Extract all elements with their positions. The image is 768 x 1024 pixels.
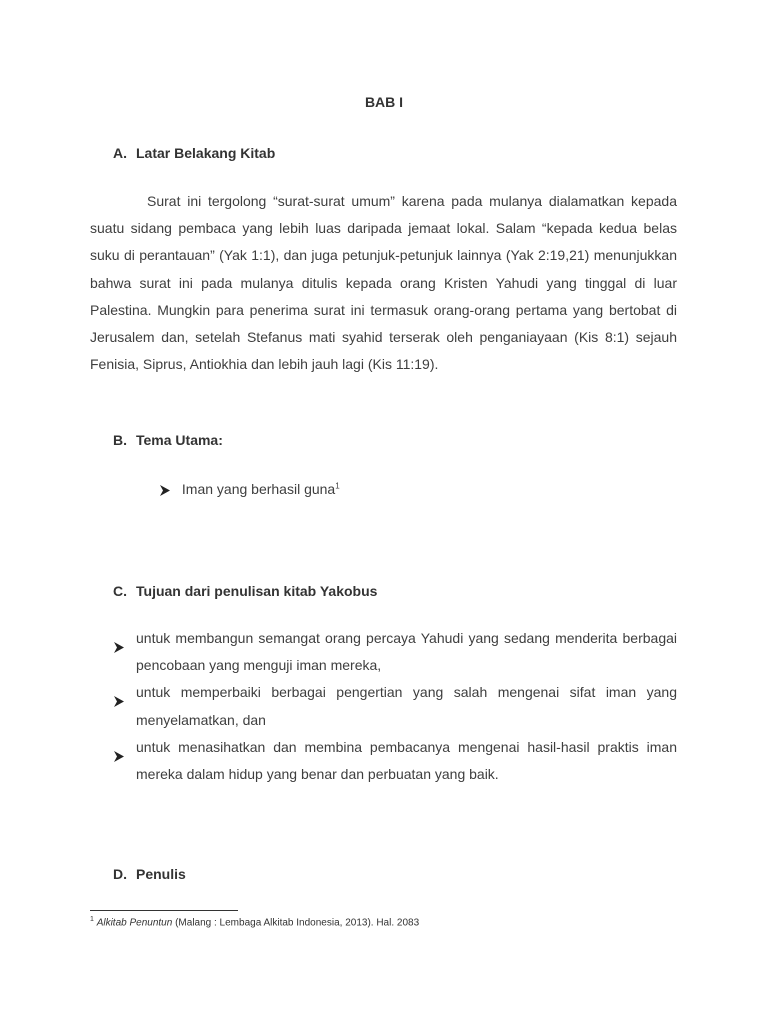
arrowhead-bullet-icon <box>114 751 124 762</box>
section-b-bullet-text: Iman yang berhasil guna <box>181 481 336 497</box>
list-item-text: untuk membangun semangat orang percaya Yahudi yang sedang menderita berbagai pencobaan yang menguji iman mereka, <box>136 630 677 674</box>
section-b-letter: B. <box>113 432 127 448</box>
section-d-title: Penulis <box>136 866 186 882</box>
footnote <box>90 916 419 928</box>
footnote-citation: (Malang : Lembaga Alkitab Indonesia, 2013). Hal. 2083 <box>172 917 420 929</box>
section-c-heading <box>113 583 377 599</box>
section-d-letter: D. <box>113 866 127 882</box>
footnote-separator <box>90 910 238 911</box>
section-a-paragraph-text: Surat ini tergolong “surat-surat umum” karena pada mulanya dialamatkan kepada suatu sidang pembaca yang lebih luas daripada jemaat lokal. Salam “kepada kedua belas suku di perantauan” (Yak 1:1), dan juga petunjuk-petunjuk lainnya (Yak 2:19,21) menunjukkan bahwa surat ini pada mulanya ditulis kepada orang Kristen Yahudi yang tinggal di luar Palestina. Mungkin para penerima surat ini termasuk orang-orang pertama yang bertobat di Jerusalem dan, setelah Stefanus mati syahid terserak oleh penganiayaan (Kis 8:1) sejauh Fenisia, Siprus, Antiokhia dan lebih jauh lagi (Kis 11:19). <box>90 193 677 373</box>
footnote-number: 1 <box>90 916 94 923</box>
section-c-letter: C. <box>113 583 127 599</box>
list-item <box>112 625 677 679</box>
chapter-title: BAB I <box>364 94 404 110</box>
section-a-heading <box>113 145 275 161</box>
section-a-paragraph <box>90 188 677 378</box>
section-b-bullet <box>160 481 340 497</box>
section-a-title: Latar Belakang Kitab <box>136 145 276 161</box>
footnote-book-title: Alkitab Penuntun <box>96 917 173 929</box>
arrowhead-bullet-icon <box>114 696 124 707</box>
section-d-heading <box>113 866 186 882</box>
list-item <box>112 679 677 733</box>
section-b-heading <box>113 432 223 448</box>
list-item-text: untuk menasihatkan dan membina pembacanya mengenai hasil-hasil praktis iman mereka dalam hidup yang benar dan perbuatan yang baik. <box>136 738 677 783</box>
section-c-title: Tujuan dari penulisan kitab Yakobus <box>136 583 378 599</box>
section-a-letter: A. <box>113 145 127 161</box>
arrowhead-bullet-icon <box>114 642 124 653</box>
arrowhead-bullet-icon <box>160 485 170 496</box>
list-item <box>112 734 677 788</box>
section-b-title: Tema Utama: <box>136 432 223 448</box>
section-c-bullet-list <box>112 625 677 788</box>
list-item-text: untuk memperbaiki berbagai pengertian yang salah mengenai sifat iman yang menyelamatkan, dan <box>136 684 677 728</box>
footnote-reference: 1 <box>335 481 340 491</box>
